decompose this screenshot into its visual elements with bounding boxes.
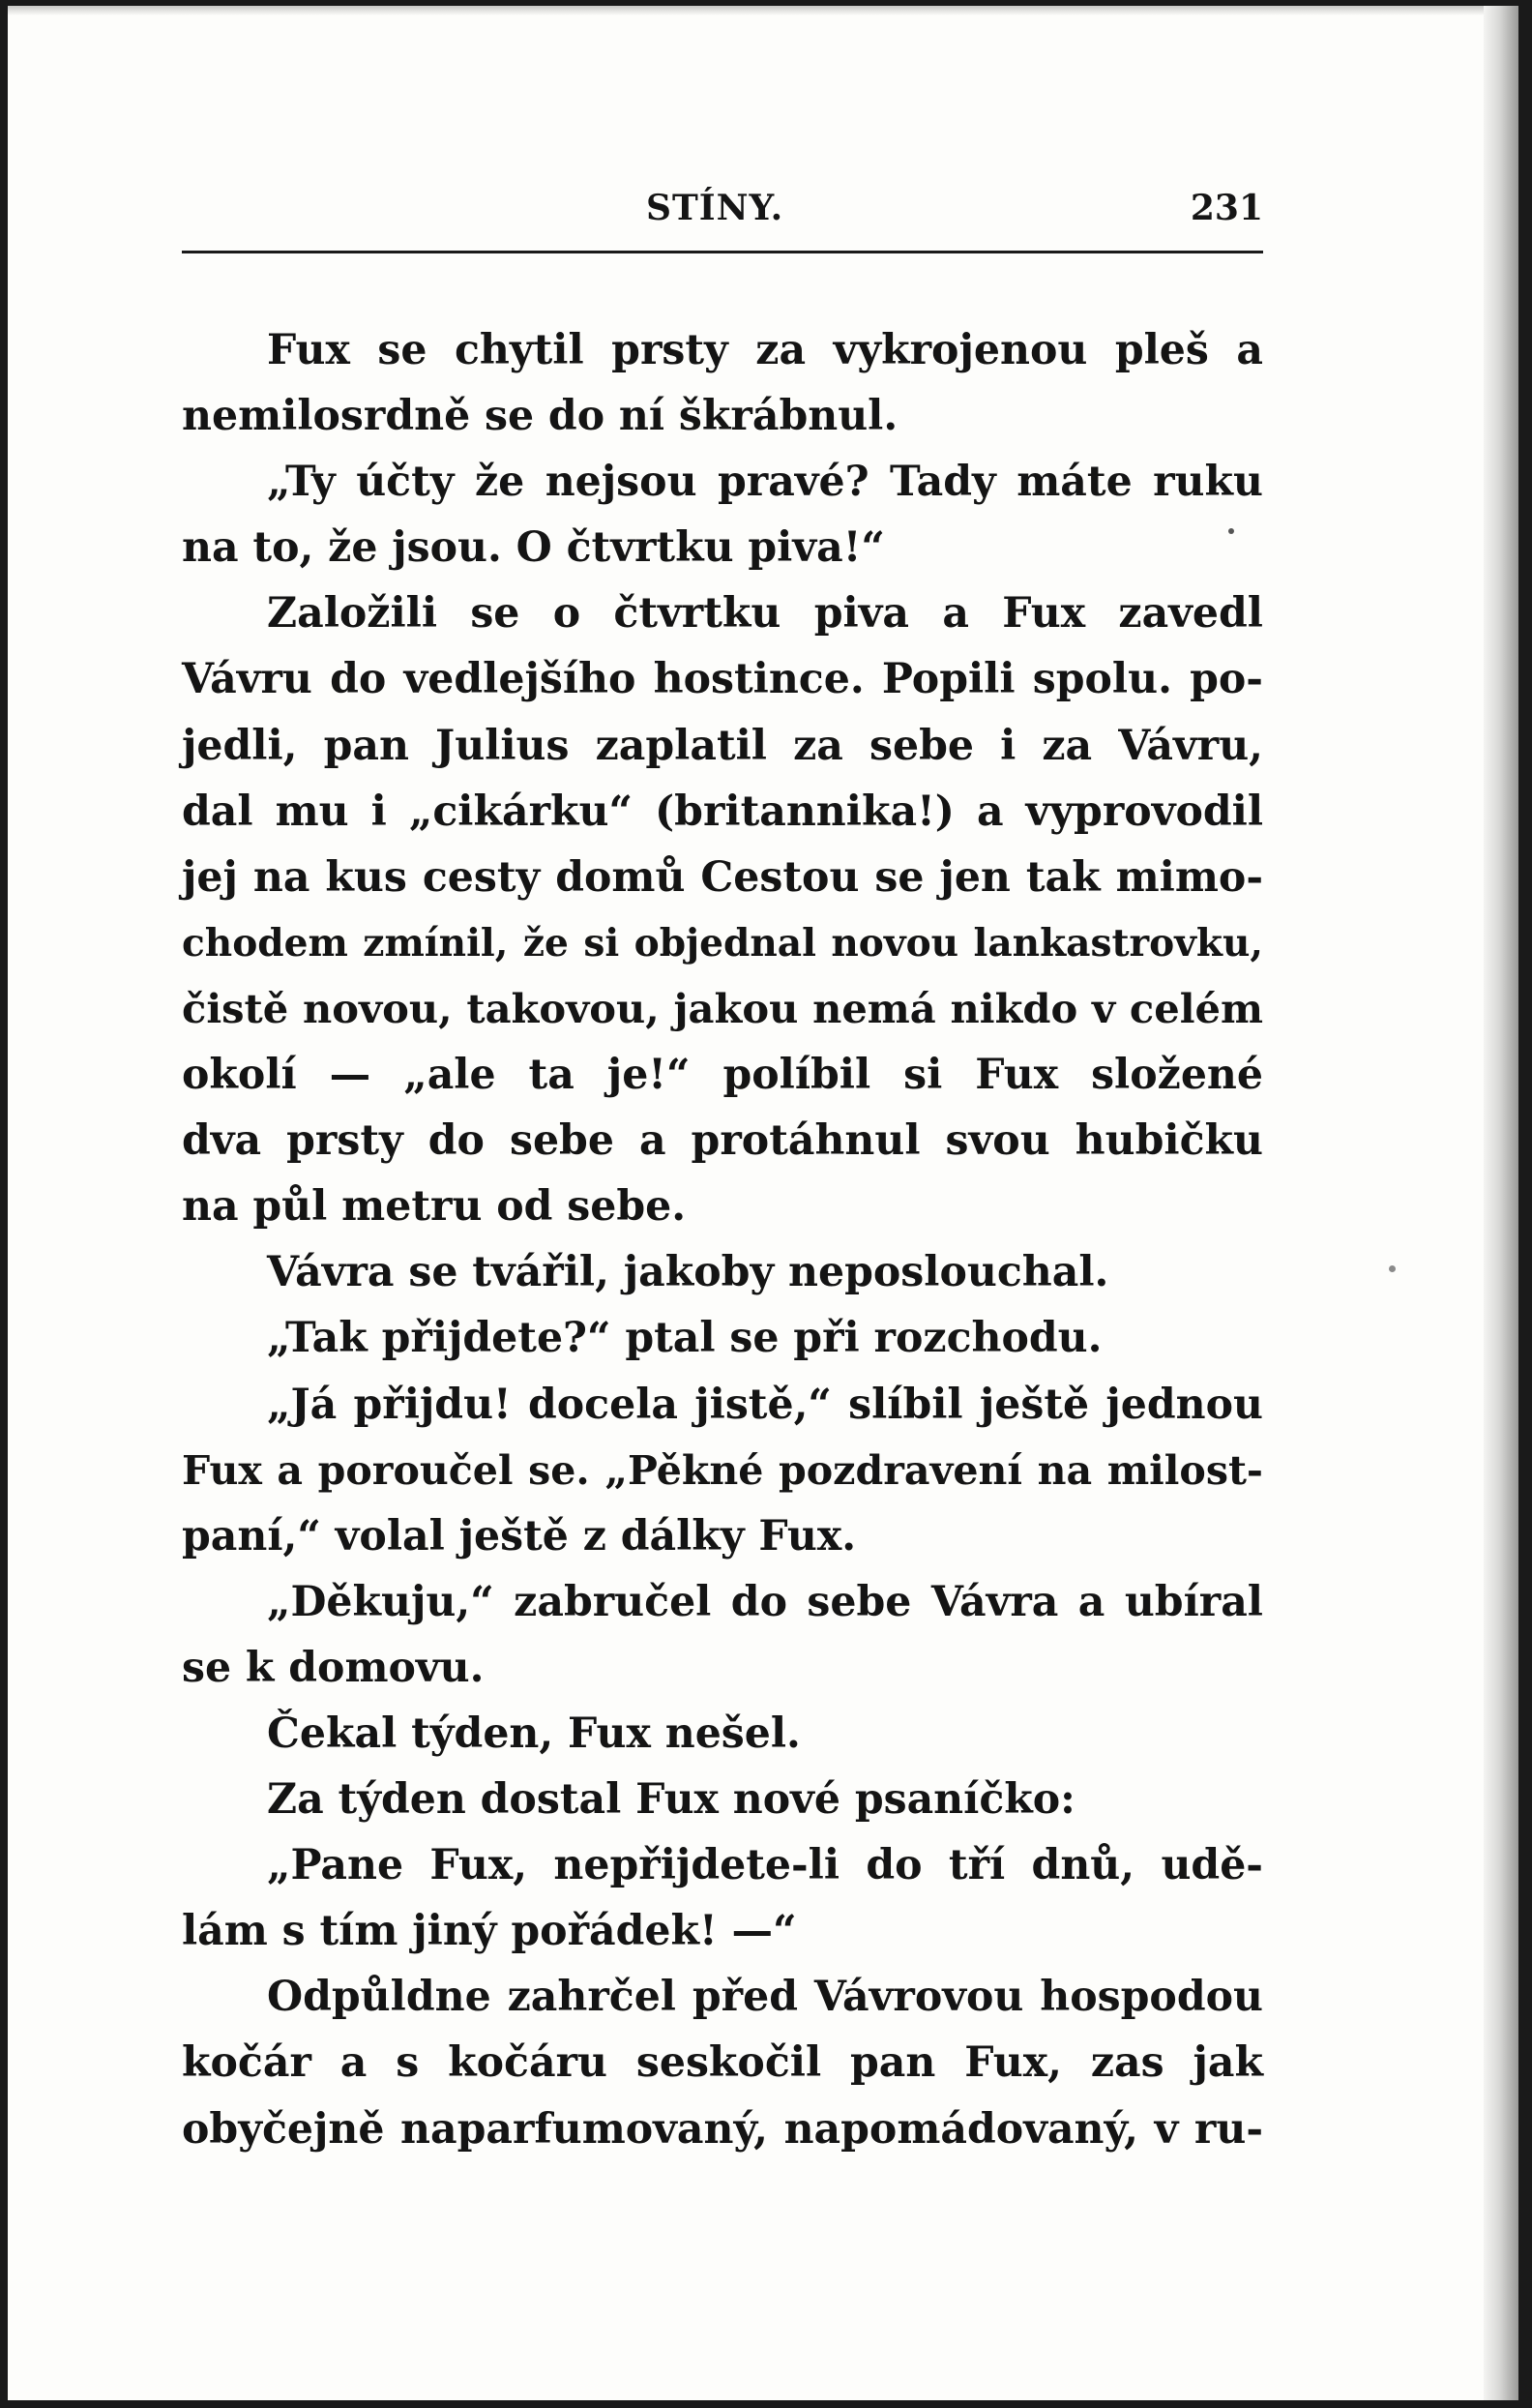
text-line: Odpůldne zahrčel před Vávrovou hospodou	[267, 1973, 1263, 2022]
text-line: Fux se chytil prsty za vykrojenou pleš a	[267, 326, 1263, 374]
page-number: 231	[1190, 188, 1263, 228]
page-binding-shadow	[1484, 6, 1518, 2400]
paper-speck	[1228, 528, 1234, 534]
header-rule	[182, 251, 1263, 253]
text-line: Vávra se tvářil, jakoby neposlouchal.	[267, 1248, 1109, 1297]
text-line: čistě novou, takovou, jakou nemá nikdo v celém	[182, 984, 1263, 1032]
body-text	[182, 317, 1263, 2162]
paper-speck	[1389, 1265, 1396, 1272]
text-line: chodem zmínil, že si objednal novou lankastrovku,	[182, 920, 1263, 966]
text-line: „Děkuju,“ zabručel do sebe Vávra a ubíral	[267, 1577, 1263, 1626]
text-line: dva prsty do sebe a protáhnul svou hubičku	[182, 1116, 1263, 1166]
page-top-shadow	[8, 6, 1518, 15]
text-line: Za týden dostal Fux nové psaníčko:	[267, 1775, 1075, 1825]
book-page	[8, 6, 1518, 2400]
text-line: kočár a s kočáru seskočil pan Fux, zas jak	[182, 2038, 1263, 2088]
text-line: Fux a poroučel se. „Pěkné pozdravení na milost-	[182, 1445, 1263, 1494]
text-line: Čekal týden, Fux nešel.	[267, 1709, 801, 1758]
text-line: okolí — „ale ta je!“ políbil si Fux složené	[182, 1051, 1263, 1100]
text-line: paní,“ volal ještě z dálky Fux.	[182, 1511, 857, 1561]
page-header	[182, 182, 1263, 240]
text-line: nemilosrdně se do ní škrábnul.	[182, 392, 899, 441]
text-line: jej na kus cesty domů Cestou se jen tak mimo-	[182, 852, 1263, 902]
text-line: na to, že jsou. O čtvrtku piva!“	[182, 523, 885, 573]
text-line: jedli, pan Julius zaplatil za sebe i za Vávru,	[182, 721, 1263, 770]
text-line: Vávru do vedlejšího hostince. Popili spolu. po-	[182, 655, 1263, 704]
text-line: dal mu i „cikárku“ (britannika!) a vyprovodil	[182, 787, 1263, 836]
text-line: lám s tím jiný pořádek! —“	[182, 1907, 797, 1956]
text-line: „Já přijdu! docela jistě,“ slíbil ještě jednou	[267, 1380, 1263, 1429]
text-line: obyčejně naparfumovaný, napomádovaný, v ru-	[182, 2104, 1263, 2154]
running-title: STÍNY.	[646, 188, 784, 228]
text-line: se k domovu.	[182, 1643, 485, 1692]
text-line: „Pane Fux, nepřijdete-li do tří dnů, udě-	[267, 1841, 1263, 1890]
text-line: Založili se o čtvrtku piva a Fux zavedl	[267, 589, 1263, 639]
text-line: „Tak přijdete?“ ptal se při rozchodu.	[267, 1314, 1103, 1363]
text-line: na půl metru od sebe.	[182, 1182, 687, 1232]
text-line: „Ty účty že nejsou pravé? Tady máte ruku	[267, 458, 1263, 507]
